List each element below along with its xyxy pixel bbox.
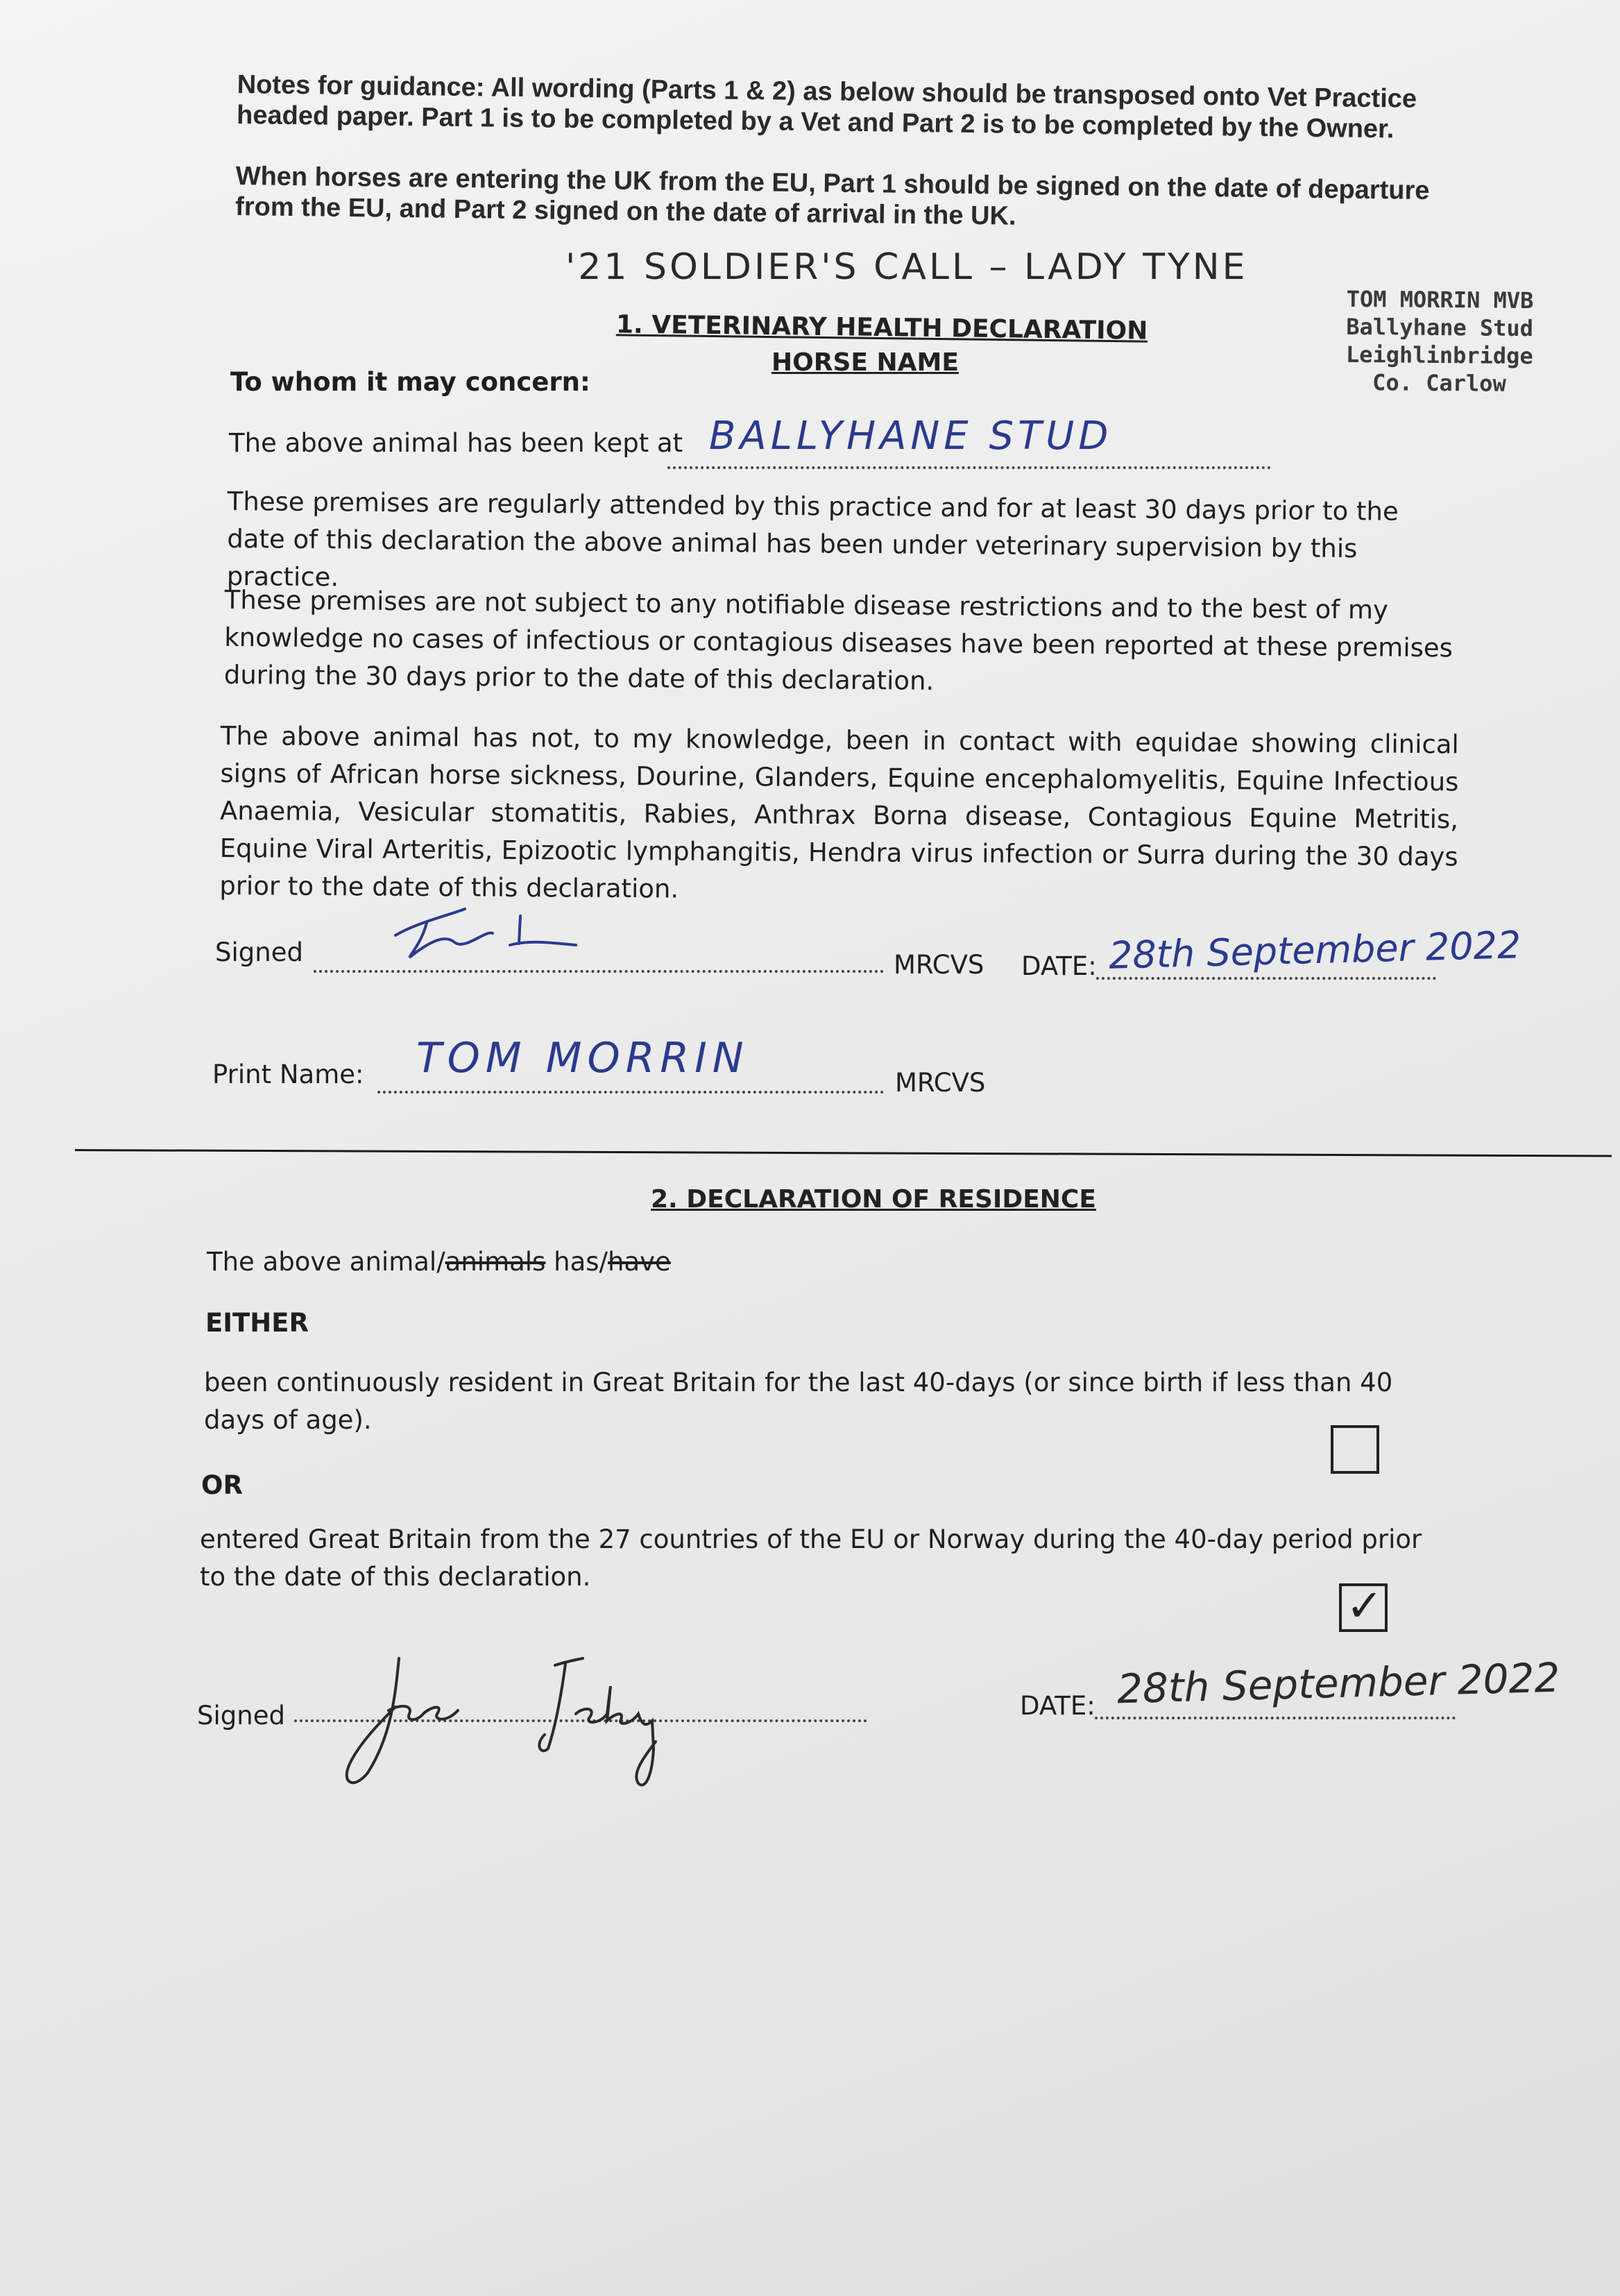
intro-text-a: The above animal/ (207, 1247, 445, 1277)
salutation: To whom it may concern: (230, 367, 590, 397)
guidance-note: Notes for guidance: All wording (Parts 1 & 2) as below should be transposed onto Vet Practice headed paper. Part 1 is to be completed by a Vet and Part 2 is to be completed by the Owner. (236, 69, 1417, 144)
vet-date-line (1096, 977, 1436, 980)
print-name-mrcvs: MRCVS (895, 1068, 986, 1098)
option2-checkbox[interactable] (1339, 1583, 1388, 1632)
option1-text: been continuously resident in Great Britain for the last 40-days (or since birth if less than 40 days of age). (204, 1368, 1393, 1435)
print-name-line (377, 1091, 884, 1094)
section-divider (75, 1149, 1612, 1157)
residence-intro (207, 1243, 671, 1281)
vet-date-value[interactable]: 28th September 2022 (1108, 923, 1522, 978)
part1-heading: 1. VETERINARY HEALTH DECLARATION (615, 310, 1148, 346)
practice-stamp (1286, 284, 1592, 398)
check-icon: ✓ (1346, 1581, 1383, 1632)
kept-at-label: The above animal has been kept at (229, 428, 683, 458)
owner-signature[interactable] (326, 1644, 715, 1797)
supervision-paragraph: These premises are regularly attended by this practice and for at least 30 days prior to the date of this declaration the above animal has been under veterinary supervision by this practice. (226, 486, 1399, 593)
vet-signed-label: Signed (215, 937, 303, 967)
arrival-note: When horses are entering the UK from the EU, Part 1 should be signed on the date of departure from the EU, and Part 2 signed on the date of arrival in the UK. (235, 161, 1430, 231)
print-name-label: Print Name: (212, 1060, 364, 1089)
disease-paragraph: These premises are not subject to any notifiable disease restrictions and to the best of my knowledge no cases of infectious or contagious diseases have been reported at these premises during the 30 days prior to the date of this declaration. (223, 584, 1453, 696)
stamp-line-name: TOM MORRIN MVB (1346, 285, 1534, 314)
either-label: EITHER (205, 1308, 309, 1338)
vet-date-label: DATE: (1021, 951, 1097, 981)
owner-signed-label: Signed (197, 1701, 285, 1730)
kept-at-value[interactable]: BALLYHANE STUD (709, 414, 1113, 459)
or-label: OR (201, 1470, 243, 1500)
option1-checkbox[interactable] (1331, 1425, 1379, 1474)
stamp-line-county: Co. Carlow (1372, 369, 1506, 397)
stamp-line-town: Leighlinbridge (1345, 341, 1533, 370)
owner-date-label: DATE: (1020, 1691, 1095, 1721)
vet-signature-line (314, 970, 884, 973)
owner-date-line (1095, 1717, 1456, 1719)
print-name-value[interactable]: TOM MORRIN (416, 1034, 749, 1082)
intro-text-b: has/ (545, 1247, 608, 1277)
part2-heading: 2. DECLARATION OF RESIDENCE (651, 1185, 1096, 1214)
vet-signed-mrcvs: MRCVS (894, 950, 984, 980)
intro-struck-animals: animals (445, 1247, 546, 1277)
horse-name-label: HORSE NAME (771, 348, 959, 377)
kept-at-line (667, 466, 1271, 469)
intro-struck-have: have (608, 1247, 671, 1277)
owner-date-value[interactable]: 28th September 2022 (1116, 1653, 1561, 1713)
option2-text: entered Great Britain from the 27 countries of the EU or Norway during the 40-day period prior to the date of this declaration. (200, 1524, 1422, 1592)
horse-name-handwritten: '21 SOLDIER'S CALL – LADY TYNE (565, 246, 1248, 288)
stamp-line-stud: Ballyhane Stud (1346, 313, 1534, 342)
contact-paragraph: The above animal has not, to my knowledge, been in contact with equidae showing clinical signs of African horse sickness, Dourine, Glanders, Equine encephalomyelitis, Equine Infectious Anaemia, Vesicular stomatitis, Rabies, Anthrax Borna disease, Contagious Equine Metritis, Equine Viral Arteritis, Epizootic lymphangitis, Hendra virus infection or Surra during the 30 days prior to the date of this declaration. (219, 720, 1459, 904)
vet-signature[interactable] (389, 902, 583, 964)
